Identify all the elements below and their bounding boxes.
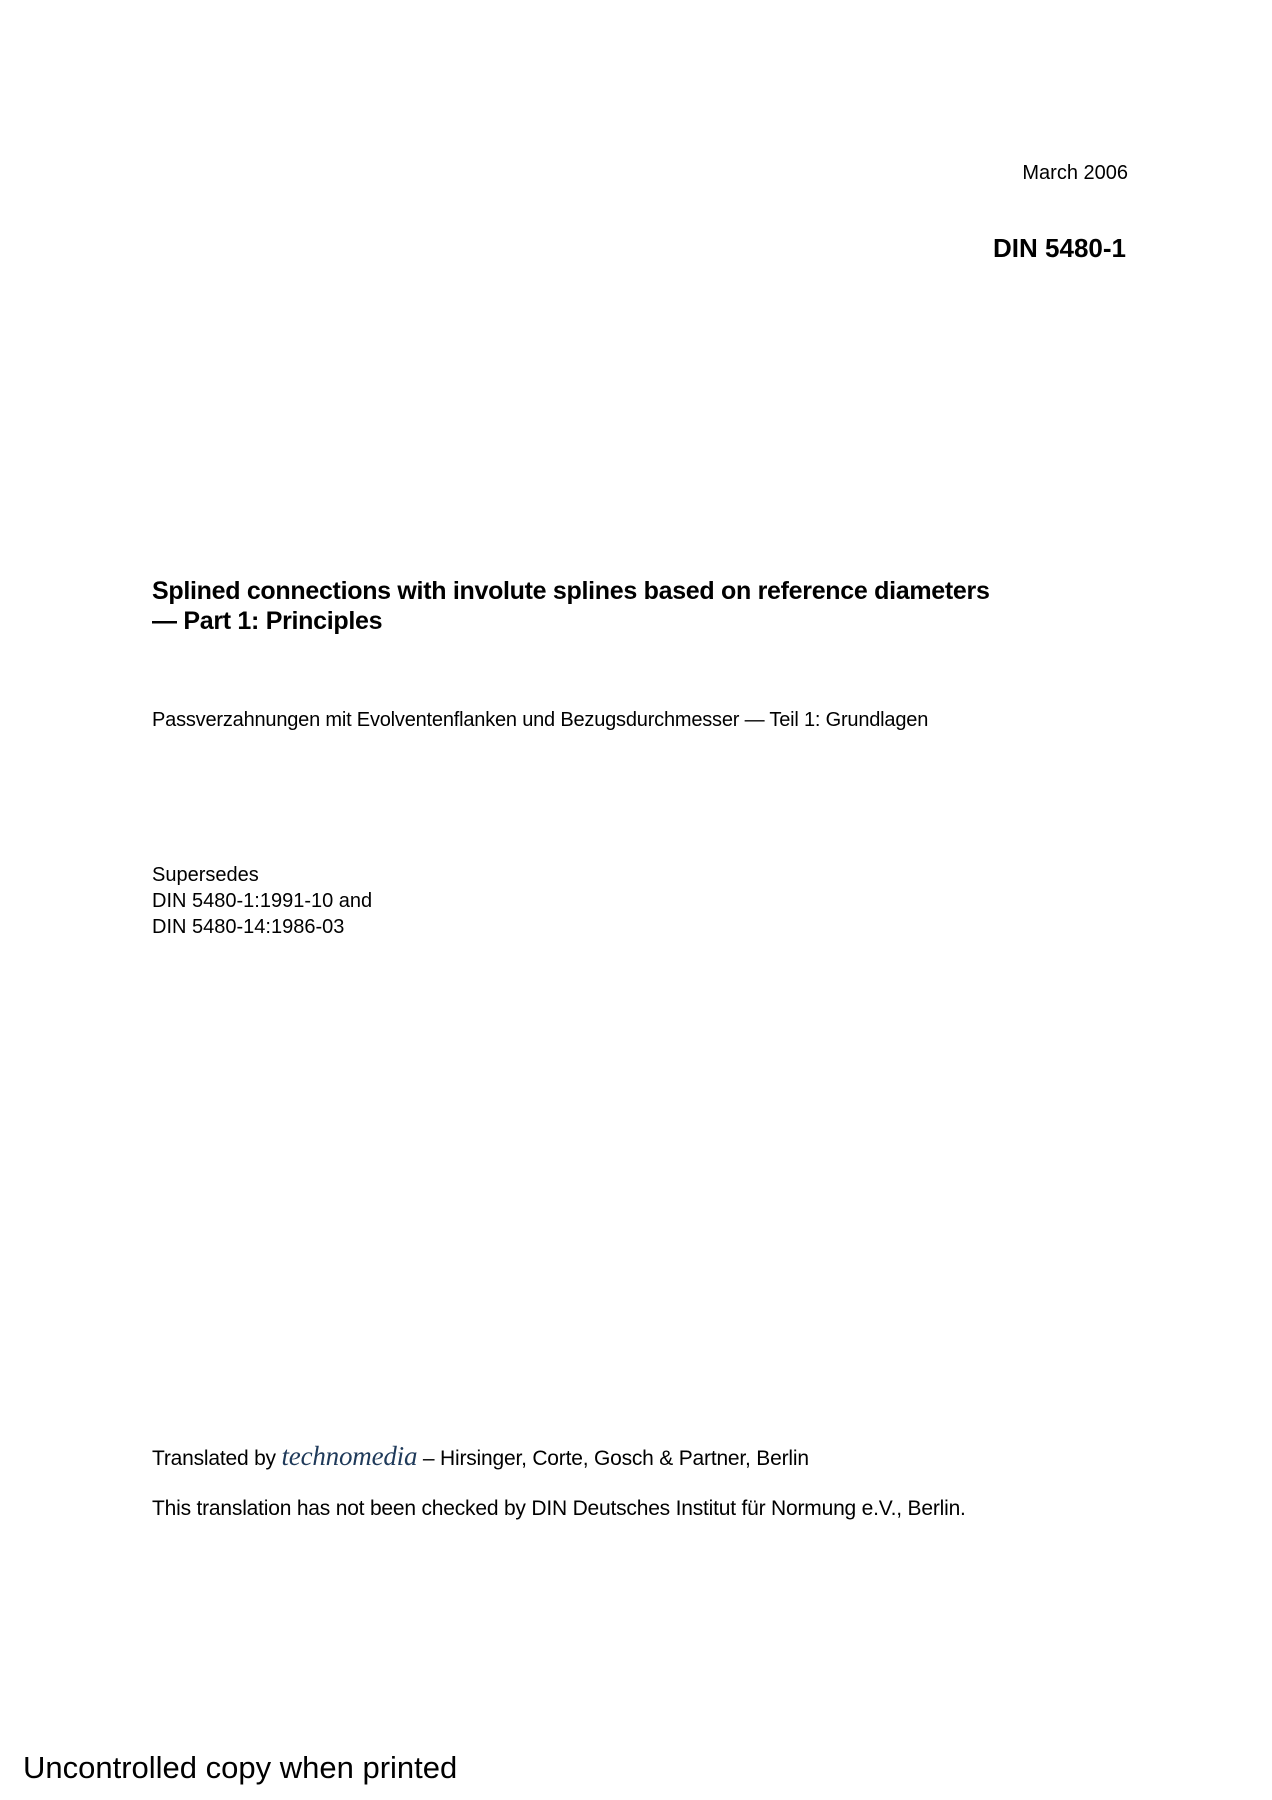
technomedia-logo: technomedia (281, 1441, 418, 1471)
supersedes-item: DIN 5480-14:1986-03 (152, 916, 345, 938)
uncontrolled-copy-watermark: Uncontrolled copy when printed (23, 1750, 458, 1785)
supersedes-label: Supersedes (152, 864, 259, 886)
publication-date: March 2006 (1022, 162, 1128, 184)
title-line-1: Splined connections with involute splines based on reference diameters (152, 577, 990, 605)
translation-disclaimer: This translation has not been checked by DIN Deutsches Institut für Normung e.V., Berlin. (152, 1497, 966, 1520)
translation-credit (152, 1443, 809, 1472)
german-subtitle: Passverzahnungen mit Evolventenflanken und Bezugsdurchmesser — Teil 1: Grundlagen (152, 709, 929, 731)
supersedes-block (152, 862, 372, 940)
title-line-2: — Part 1: Principles (152, 607, 383, 635)
translation-prefix: Translated by (152, 1447, 282, 1470)
document-title (152, 576, 990, 636)
supersedes-item: DIN 5480-1:1991-10 and (152, 890, 373, 912)
translation-suffix: – Hirsinger, Corte, Gosch & Partner, Berlin (417, 1447, 809, 1470)
document-number: DIN 5480-1 (993, 233, 1126, 263)
